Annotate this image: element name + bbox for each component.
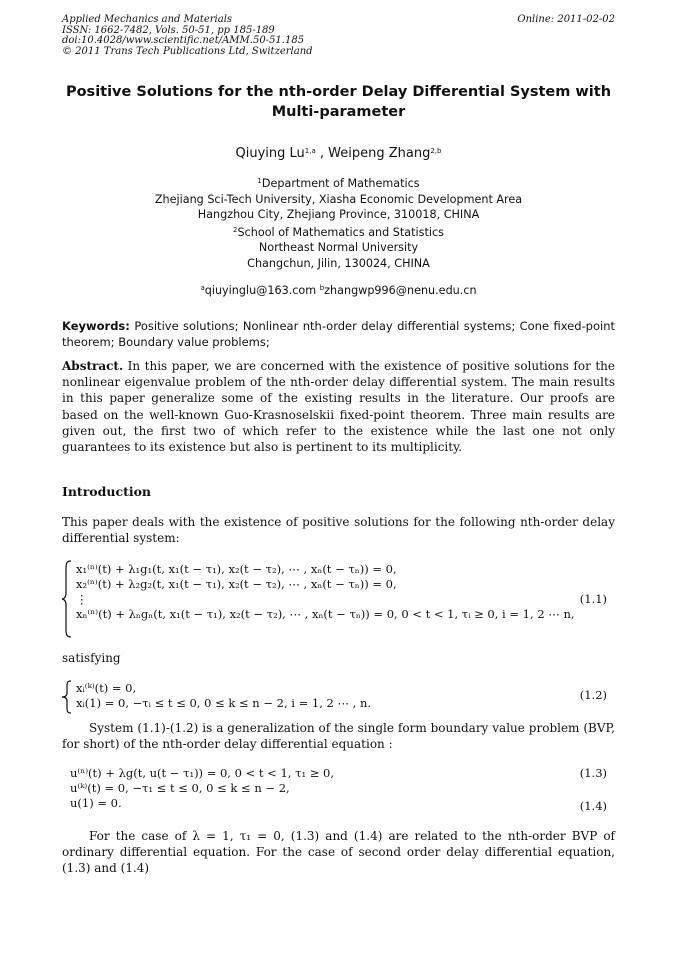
journal-name: Applied Mechanics and Materials [62,14,233,25]
keywords-label: Keywords: [62,319,130,333]
equation-1-2-line-1: xᵢ⁽ᵏ⁾(t) = 0, [76,681,137,695]
email-b: zhangwp996@nenu.edu.cn [324,284,477,297]
paper-title [62,82,615,122]
affiliation-1-dept: Department of Mathematics [261,177,420,190]
keywords-text: Positive solutions; Nonlinear nth-order delay differential systems; Cone fixed-point theorem; Boundary value problems; [62,319,615,349]
author-line [62,146,615,161]
equation-1-1-line-1: x₁⁽ⁿ⁾(t) + λ₁g₁(t, x₁(t − τ₁), x₂(t − τ₂), ⋯ , xₙ(t − τₙ)) = 0, [76,562,397,576]
doi-line: doi:10.4028/www.scientific.net/AMM.50-51.185 [62,35,305,47]
affiliations [62,174,615,271]
equation-number-1-2: (1.2) [579,688,607,702]
equation-number-1-1: (1.1) [579,592,607,606]
equation-1-3-line-1: u⁽ⁿ⁾(t) + λg(t, u(t − τ₁)) = 0, 0 < t < 1, τ₁ ≥ 0, [70,766,334,780]
equation-1-1-line-3: ⋮ [76,592,88,606]
equation-number-1-4: (1.4) [579,799,607,813]
issn-line: ISSN: 1662-7482, Vols. 50-51, pp 185-189 [62,24,275,36]
equation-number-1-3: (1.3) [579,766,607,780]
satisfying-text: satisfying [62,651,121,665]
affiliation-line-5: Northeast Normal University [258,241,419,254]
left-brace-icon [62,560,72,638]
keywords [62,318,615,350]
equation-1-2 [62,680,615,714]
author-2-name: Weipeng Zhang [328,146,431,161]
author-2-sup: 2,b [430,147,442,155]
equation-1-3-1-4 [62,766,615,818]
affiliation-line-6: Changchun, Jilin, 130024, CHINA [247,256,430,270]
author-1-sup: 1,a [304,147,316,155]
equation-1-3-line-3: u(1) = 0. [70,796,122,810]
affiliation-2-sup: 2 [233,225,238,234]
equation-1-1 [62,560,615,638]
intro-paragraph-2: System (1.1)-(1.2) is a generalization of the single form boundary value problem (BVP, for short) of the nth-order delay differential equation : [62,721,615,752]
affiliation-line-4 [62,223,615,241]
copyright-line: © 2011 Trans Tech Publications Ltd, Switzerland [62,45,313,57]
equation-1-1-line-2: x₂⁽ⁿ⁾(t) + λ₂g₂(t, x₁(t − τ₁), x₂(t − τ₂), ⋯ , xₙ(t − τₙ)) = 0, [76,577,397,591]
email-a: qiuyinglu@163.com [204,284,317,297]
abstract [62,358,615,455]
affiliation-line-1 [62,174,615,192]
intro-paragraph-1: This paper deals with the existence of positive solutions for the following nth-order delay differential system: [62,515,615,546]
author-separator: , [315,146,329,161]
online-date: Online: 2011-02-02 [517,14,615,25]
affiliation-line-2: Zhejiang Sci-Tech University, Xiasha Economic Development Area [154,192,523,206]
title-line-2: Multi-parameter [271,104,406,120]
author-1-name: Qiuying Lu [235,146,305,161]
intro-paragraph-3: For the case of λ = 1, τ₁ = 0, (1.3) and (1.4) are related to the nth-order BVP of ordinary differential equation. For the case of second order delay differential equation, (1.3) and (1.4) [62,829,615,876]
email-b-sup: b [319,284,325,292]
title-line-1: Positive Solutions for the nth-order Delay Differential System with [65,84,612,100]
affiliation-line-3: Hangzhou City, Zhejiang Province, 310018, CHINA [197,208,480,221]
affiliation-1-sup: 1 [257,177,262,185]
left-brace-icon [62,680,72,714]
affiliation-2-dept: School of Mathematics and Statistics [237,225,444,239]
email-line [62,284,615,297]
email-a-sup: a [200,284,205,292]
abstract-text: In this paper, we are concerned with the existence of positive solutions for the nonlinear eigenvalue problem of the nth-order delay differential system. The main results in this paper generalize some of the existing results in the literature. Our proofs are based on the well-known Guo-Krasnoselskii fixed-point theorem. Three main results are given out, the first two of which refer to the existence while the last one not only guarantees to its existence but also is pertinent to its multiplicity. [62,359,615,455]
equation-1-2-line-2: xᵢ(1) = 0, −τᵢ ≤ t ≤ 0, 0 ≤ k ≤ n − 2, i = 1, 2 ⋯ , n. [76,696,372,710]
section-heading-introduction: Introduction [62,484,152,499]
equation-1-1-line-4: xₙ⁽ⁿ⁾(t) + λₙgₙ(t, x₁(t − τ₁), x₂(t − τ₂), ⋯ , xₙ(t − τₙ)) = 0, 0 < t < 1, τᵢ ≥ 0, i = 1, 2 ⋯ n, [76,607,575,621]
journal-header [62,15,615,57]
equation-1-3-line-2: u⁽ᵏ⁾(t) = 0, −τ₁ ≤ t ≤ 0, 0 ≤ k ≤ n − 2, [70,781,290,795]
abstract-label: Abstract. [62,359,124,373]
